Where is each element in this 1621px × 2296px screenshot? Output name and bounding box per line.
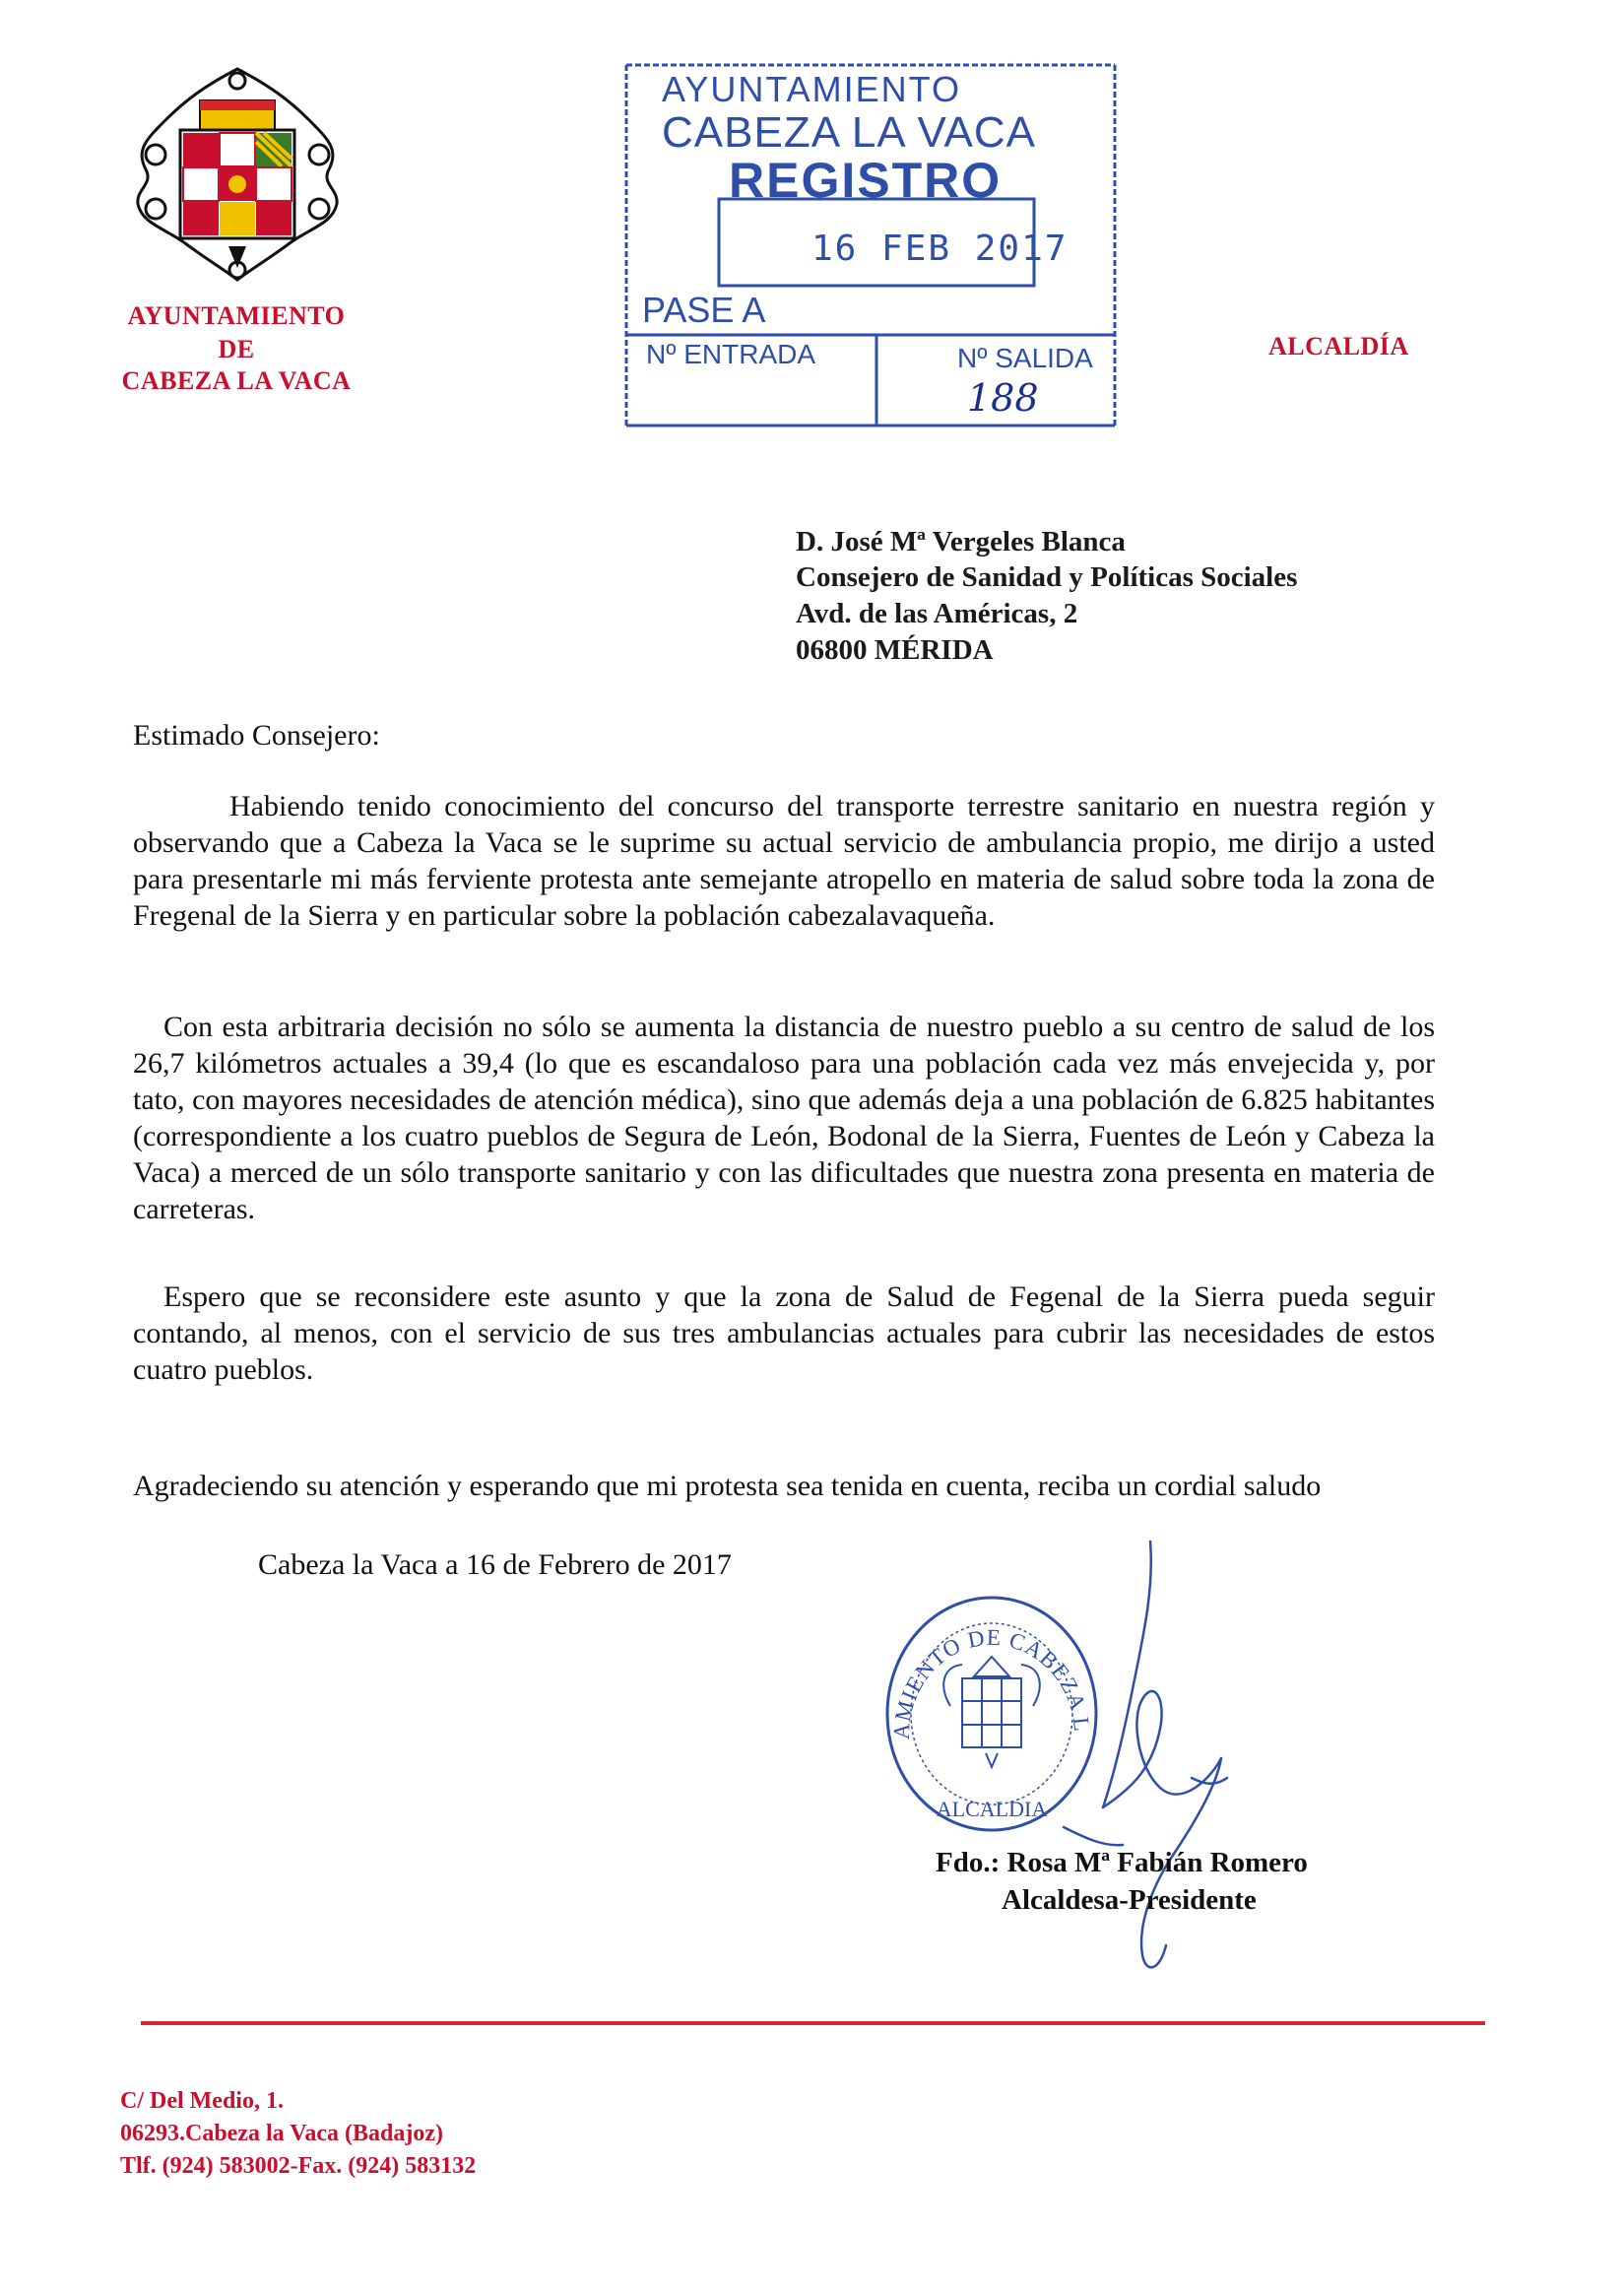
salutation: Estimado Consejero: xyxy=(133,719,380,752)
signatory-name: Fdo.: Rosa Mª Fabián Romero xyxy=(936,1847,1308,1878)
org-name-line: CABEZA LA VACA xyxy=(121,366,352,395)
org-name-line: DE xyxy=(218,335,255,363)
coat-of-arms-icon xyxy=(126,61,349,288)
stamp-title: REGISTRO xyxy=(729,153,1003,208)
signatory-title: Alcaldesa-Presidente xyxy=(1002,1884,1257,1916)
stamp-line: AYUNTAMIENTO xyxy=(662,69,962,109)
stamp-pase-label: PASE A xyxy=(642,290,766,330)
body-paragraph: Espero que se reconsidere este asunto y que la zona de Salud de Fegenal de la Sierra pueda seguir contando, al menos, con el servicio de sus tres ambulancias actuales para cubrir las necesidades de estos cuatro pueblos. xyxy=(133,1280,1435,1386)
footer-address: C/ Del Medio, 1. xyxy=(120,2088,284,2114)
department-heading: ALCALDÍA xyxy=(1268,332,1409,361)
footer-phone: Tlf. (924) 583002-Fax. (924) 583132 xyxy=(120,2153,477,2179)
registry-stamp xyxy=(622,61,1120,433)
body-paragraph: Habiendo tenido conocimiento del concurso del transporte terrestre sanitario en nuestra región y observando que a Cabeza la Vaca se le suprime su actual servicio de ambulancia propio, me dirijo a usted para presentarle mi más ferviente protesta ante semejante atropello en materia de salud sobre toda la zona de Fregenal de la Sierra y en particular sobre la población cabezalavaqueña. xyxy=(133,790,1435,932)
recipient-city: 06800 MÉRIDA xyxy=(796,634,994,666)
footer-divider xyxy=(141,2021,1485,2025)
recipient-address: Avd. de las Américas, 2 xyxy=(796,598,1078,629)
footer-postal: 06293.Cabeza la Vaca (Badajoz) xyxy=(120,2121,443,2146)
handwritten-signature xyxy=(1044,1532,1280,1995)
seal-ring-text: AMIENTO DE CABEZA L xyxy=(888,1624,1095,1740)
stamp-salida-label: Nº SALIDA xyxy=(957,343,1093,373)
place-date: Cabeza la Vaca a 16 de Febrero de 2017 xyxy=(258,1548,732,1581)
recipient-name: D. José Mª Vergeles Blanca xyxy=(796,526,1126,558)
org-name-line: AYUNTAMIENTO xyxy=(127,301,346,330)
stamp-date: 16 FEB 2017 xyxy=(811,229,1069,269)
recipient-position: Consejero de Sanidad y Políticas Sociales xyxy=(796,561,1298,593)
closing-paragraph: Agradeciendo su atención y esperando que mi protesta sea tenida en cuenta, reciba un cordial saludo xyxy=(133,1470,1322,1502)
body-paragraph: Con esta arbitraria decisión no sólo se aumenta la distancia de nuestro pueblo a su centro de salud de los 26,7 kilómetros actuales a 39,4 (lo que es escandaloso para una población cada vez más envejecida y, por tato, con mayores necesidades de atención médica), sino que además deja a una población de 6.825 habitantes (correspondiente a los cuatro pueblos de Segura de León, Bodonal de la Sierra, Fuentes de León y Cabeza la Vaca) a merced de un sólo transporte sanitario y con las dificultades que nuestra zona presenta en materia de carreteras. xyxy=(133,1011,1435,1225)
stamp-salida-number: 188 xyxy=(967,376,1039,420)
seal-bottom-text: ALCALDIA xyxy=(936,1797,1048,1821)
stamp-entrada-label: Nº ENTRADA xyxy=(646,339,816,369)
stamp-line: CABEZA LA VACA xyxy=(662,108,1037,157)
